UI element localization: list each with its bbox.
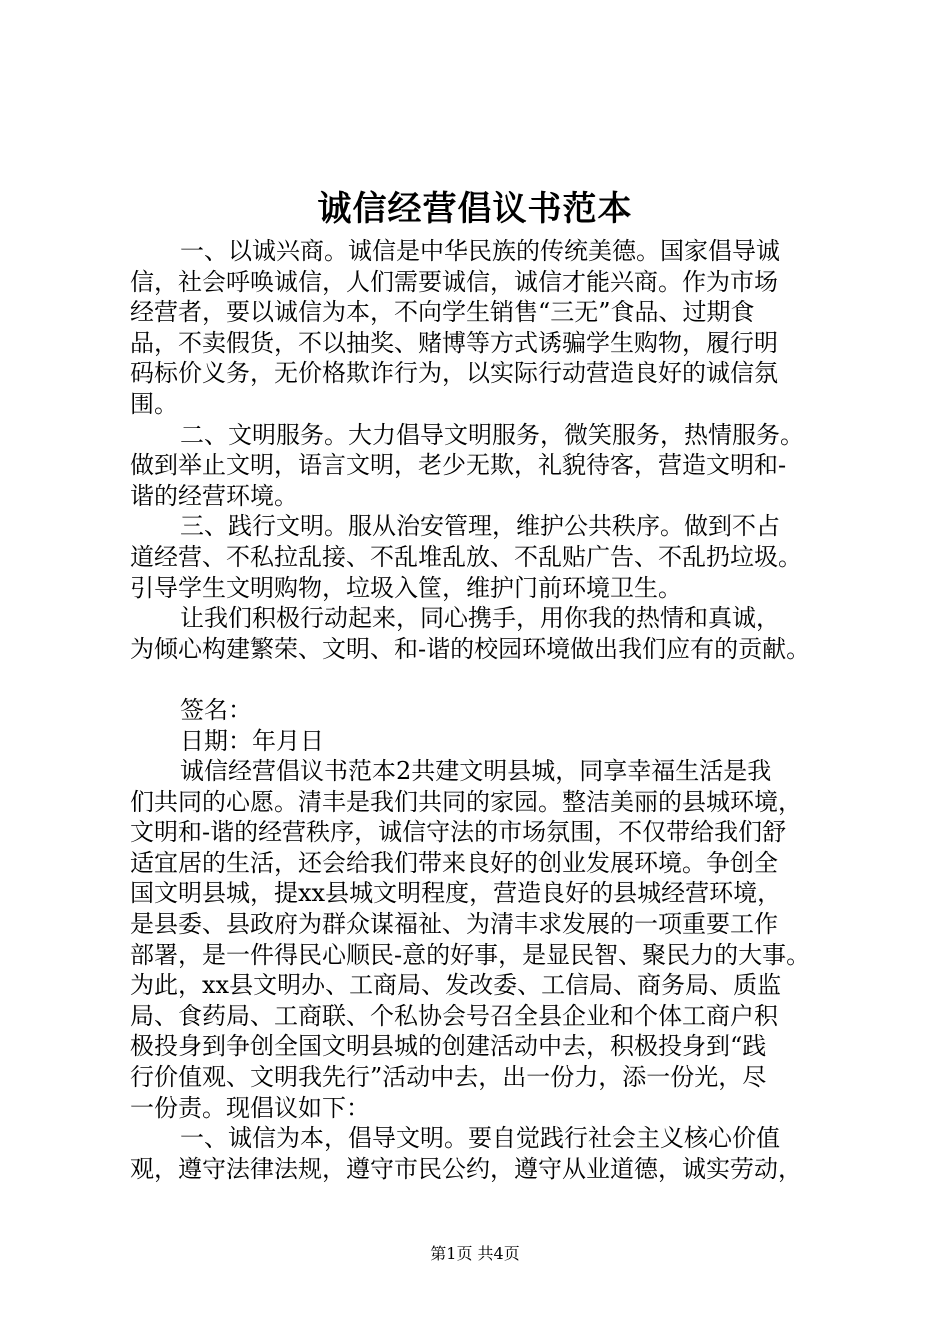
text-line: 国文明县城，提xx县城文明程度，营造良好的县城经营环境， (130, 879, 782, 908)
text-line: 道经营、不私拉乱接、不乱堆乱放、不乱贴广告、不乱扔垃圾。 (130, 542, 802, 571)
text-line: 签名： (180, 695, 252, 724)
document-body (130, 236, 830, 1184)
text-line: 是县委、县政府为群众谋福祉、为清丰求发展的一项重要工作 (130, 910, 778, 939)
text-line: 让我们积极行动起来，同心携手，用你我的热情和真诚， (180, 604, 780, 633)
text-line: 三、践行文明。服从治安管理，维护公共秩序。做到不占 (180, 512, 780, 541)
text-line: 为此，xx县文明办、工商局、发改委、工信局、商务局、质监 (130, 971, 782, 1000)
text-line: 引导学生文明购物，垃圾入筐，维护门前环境卫生。 (130, 573, 682, 602)
text-line: 为倾心构建繁荣、文明、和-谐的校园环境做出我们应有的贡献。 (130, 634, 811, 663)
document-title: 诚信经营倡议书范本 (317, 189, 633, 229)
text-line: 二、文明服务。大力倡导文明服务，微笑服务，热情服务。 (180, 420, 804, 449)
blank-line (130, 664, 830, 695)
text-line: 围。 (130, 389, 178, 418)
text-line: 一、以诚兴商。诚信是中华民族的传统美德。国家倡导诚 (180, 237, 780, 265)
text-line: 信，社会呼唤诚信，人们需要诚信，诚信才能兴商。作为市场 (130, 267, 778, 296)
text-line: 适宜居的生活，还会给我们带来良好的创业发展环境。争创全 (130, 848, 778, 877)
text-line: 行价值观、文明我先行”活动中去，出一份力，添一份光，尽 (130, 1063, 767, 1092)
text-line: 经营者，要以诚信为本，不向学生销售“三无”食品、过期食 (130, 298, 755, 327)
text-line: 们共同的心愿。清丰是我们共同的家园。整洁美丽的县城环境， (130, 787, 802, 816)
text-line: 观，遵守法律法规，遵守市民公约，遵守从业道德，诚实劳动， (130, 1154, 802, 1183)
text-line: 部署，是一件得民心顺民-意的好事，是显民智、聚民力的大事。 (130, 940, 811, 969)
page-footer: 第1页 共4页 (430, 1244, 520, 1263)
text-line: 品，不卖假货，不以抽奖、赌博等方式诱骗学生购物，履行明 (130, 328, 778, 357)
text-line: 极投身到争创全国文明县城的创建活动中去，积极投身到“践 (130, 1032, 767, 1061)
text-line: 码标价义务，无价格欺诈行为，以实际行动营造良好的诚信氛 (130, 359, 778, 388)
text-line: 文明和-谐的经营秩序，诚信守法的市场氛围，不仅带给我们舒 (130, 818, 787, 847)
text-line: 一份责。现倡议如下： (130, 1093, 370, 1122)
text-line: 一、诚信为本，倡导文明。要自觉践行社会主义核心价值 (180, 1124, 780, 1153)
text-line: 做到举止文明，语言文明，老少无欺，礼貌待客，营造文明和- (130, 451, 787, 480)
text-line: 诚信经营倡议书范本2共建文明县城，同享幸福生活是我 (180, 757, 772, 786)
text-line: 局、食药局、工商联、个私协会号召全县企业和个体工商户积 (130, 1001, 778, 1030)
text-line: 谐的经营环境。 (130, 481, 298, 510)
text-line: 日期：年月日 (180, 726, 324, 755)
